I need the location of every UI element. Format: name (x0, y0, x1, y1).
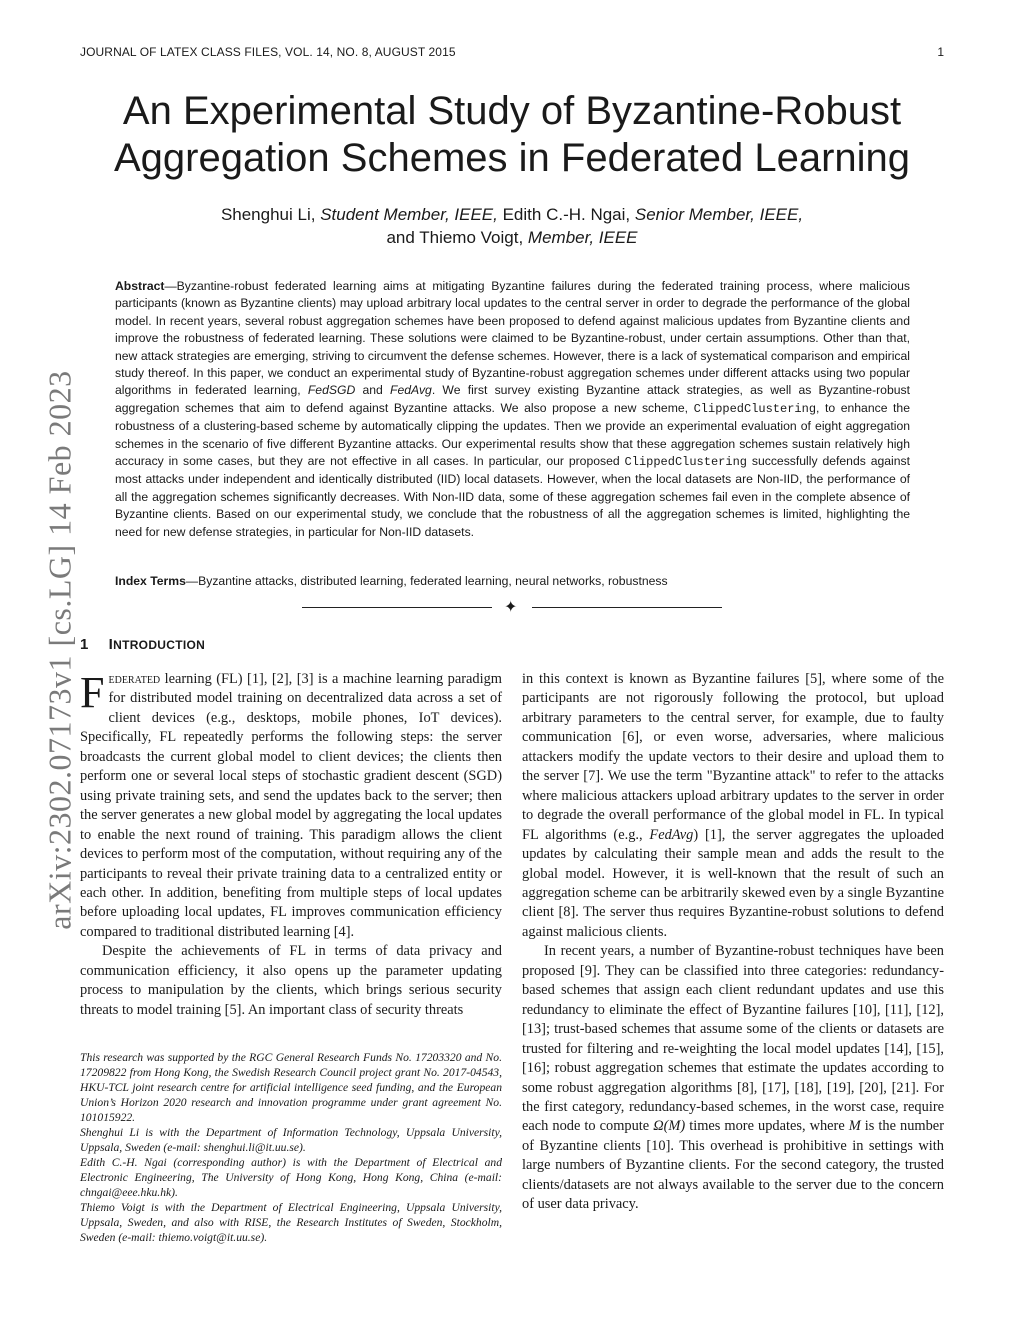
footnotes (80, 1050, 502, 1245)
section-first-letter: I (108, 636, 114, 653)
footnote-author-3: Thiemo Voigt is with the Department of Electrical Engineering, Uppsala University, Uppsala, Sweden, and also with RISE, the Research Institutes of Sweden, Stockholm, Sweden (e-mail: thiemo.voigt@it.uu.se). (80, 1201, 502, 1244)
arxiv-stamp[interactable]: arXiv:2302.07173v1 [cs.LG] 14 Feb 2023 (41, 370, 78, 930)
right-paragraph-1 (522, 670, 944, 942)
abstract-and: and (355, 383, 391, 398)
separator-line-right (532, 607, 722, 608)
abstract-text-1: —Byzantine-robust federated learning aims at mitigating Byzantine failures during the federated training process, where malicious participants (known as Byzantine clients) may upload arbitrary local updates to the central server in order to degrade the performance of the global model. In recent years, several robust aggregation schemes have been proposed to defend against malicious updates from Byzantine clients and improve the robustness of federated learning. These solutions were claimed to be Byzantine-robust, under certain assumptions. Other than that, new attack strategies are emerging, striving to circumvent the defense schemes. However, there is a lack of systematical comparison and empirical study thereof. In this paper, we conduct an experimental study of Byzantine-robust aggregation schemes under different attacks using two popular algorithms in federated learning, (115, 279, 910, 398)
index-terms-label: Index Terms (115, 574, 186, 588)
footnote-author-1: Shenghui Li is with the Department of Information Technology, Uppsala University, Uppsala, Sweden (e-mail: shenghui.li@it.uu.se). (80, 1126, 502, 1154)
title-line-2: Aggregation Schemes in Federated Learning (113, 136, 911, 180)
intro-paragraph-1 (80, 670, 502, 942)
intro-p1-text: learning (FL) [1], [2], [3] is a machine learning paradigm for distributed model training on decentralized data across a set of client devices (e.g., desktops, mobile phones, IoT devices). Specifically, FL repeatedly performs the following steps: the server broadcasts the current global model to client devices; the clients then perform one or several local steps of stochastic gradient descent (SGD) using private training sets, and send the updates back to the server; then the server generates a new global model by aggregating the local updates to enable the next round of training. This paradigm allows the client devices to perform most of the computation, without requiring any of the participants to reveal their private training data to a centralized entity or each other. In addition, benefiting from multiple steps of local updates before uploading local updates, FL improves communication efficiency compared to traditional distributed learning [4]. (80, 671, 502, 940)
right-p1-text-b: ) [1], the server aggregates the uploaded updates by calculating their sample mean and adds the result to the global model. However, it is well-known that the result of such an aggregation scheme can be arbitrarily skewed even by a single Byzantine client [8]. The server thus requires Byzantine-robust solutions to defend against malicious clients. (522, 826, 944, 940)
abstract-fedsgd: FedSGD (307, 383, 356, 398)
paper-title (80, 88, 944, 182)
author-2-role: Senior Member, IEEE, (634, 205, 804, 224)
diamond-icon: ✦ (504, 599, 518, 616)
right-paragraph-2 (522, 942, 944, 1214)
right-p2-text-b: times more updates, where (685, 1118, 849, 1135)
title-line-1: An Experimental Study of Byzantine-Robust (122, 89, 902, 133)
author-3-role: Member, IEEE (527, 228, 638, 247)
abstract-text-3: , to enhance the robustness of a clustering-based scheme by automatically clipping the updates. Then we provide an experimental evaluation of eight aggregation schemes in the scenario of five different Byzantine attacks. Our experimental results show that these aggregation schemes sustain relatively high accuracy in some cases, but they are not effective in all cases. In particular, our proposed (115, 400, 910, 469)
running-head: JOURNAL OF LATEX CLASS FILES, VOL. 14, NO. 8, AUGUST 2015 (80, 45, 456, 59)
abstract-text-2: . We first survey existing Byzantine attack strategies, as well as Byzantine-robust aggregation schemes that aim to defend against Byzantine attacks. We also propose a new scheme, (115, 383, 910, 415)
author-3-name: and Thiemo Voigt, (386, 228, 524, 247)
drop-cap: F (80, 668, 105, 717)
abstract (115, 278, 910, 541)
math-m: M (848, 1118, 861, 1135)
section-title-rest: NTRODUCTION (113, 638, 206, 652)
section-heading (80, 636, 205, 653)
footnote-funding: This research was supported by the RGC General Research Funds No. 17203320 and No. 17209822 from Hong Kong, the Swedish Research Council project grant No. 2017-04543, HKU-TCL joint research centre for artificial intelligence seed funding, and the European Union’s Horizon 2020 research and innovation programme under grant agreement No. 101015922. (80, 1051, 502, 1124)
left-column (80, 670, 502, 1020)
abstract-text-4: successfully defends against most attacks under independent and identically distributed (IID) local datasets. However, when the local datasets are Non-IID, the performance of all the aggregation schemes significantly decreases. With Non-IID data, some of these aggregation schemes fail even in the complete absence of Byzantine clients. Based on our experimental study, we conclude that the robustness of all the aggregation schemes is limited, highlighting the need for new defense strategies, in particular for Non-IID datasets. (115, 454, 911, 539)
abstract-code-1: ClippedClustering (693, 401, 817, 416)
smallcaps-word: ederated (108, 671, 161, 687)
right-p1-fedavg: FedAvg (649, 826, 694, 843)
math-omega-m: Ω(M) (653, 1118, 686, 1135)
abstract-code-2: ClippedClustering (624, 455, 747, 470)
right-p2-text-c: is the number of Byzantine clients [10]. This overhead is prohibitive in settings with large numbers of Byzantine clients. For the second category, the trusted clients/datasets are not always available to the server due to the concern of user data privacy. (522, 1118, 944, 1213)
right-column (522, 670, 944, 1215)
abstract-label: Abstract (115, 279, 165, 293)
intro-paragraph-2: Despite the achievements of FL in terms of data privacy and communication efficiency, it also opens up the parameter updating process to manipulation by the clients, which brings serious security threats to model training [5]. An important class of security threats (80, 943, 502, 1018)
author-list (80, 203, 944, 249)
author-1-name: Shenghui Li, (220, 205, 316, 224)
index-terms (115, 573, 910, 590)
author-2-name: Edith C.-H. Ngai, (502, 205, 631, 224)
section-separator (302, 598, 722, 618)
abstract-fedavg: FedAvg (390, 383, 432, 398)
author-1-role: Student Member, IEEE, (320, 205, 498, 224)
separator-line-left (302, 607, 492, 608)
page-number: 1 (937, 45, 944, 59)
index-terms-text: —Byzantine attacks, distributed learning, federated learning, neural networks, robustness (185, 574, 668, 588)
footnote-author-2: Edith C.-H. Ngai (corresponding author) is with the Department of Electrical and Electronic Engineering, The University of Hong Kong, Hong Kong, China (e-mail: chngai@eee.hku.hk). (80, 1156, 502, 1199)
section-number: 1 (80, 636, 89, 653)
right-p2-text-a: In recent years, a number of Byzantine-robust techniques have been proposed [9]. They can be classified into three categories: redundancy-based schemes that assign each client redundant updates and use this redundancy to eliminate the effect of Byzantine failures [10], [11], [12], [13]; trust-based schemes that assume some of the clients or datasets are trusted for filtering and re-weighting the local model updates [14], [15], [16]; robust aggregation schemes that estimate the updates according to some robust aggregation algorithms [8], [17], [18], [19], [20], [21]. For the first category, redundancy-based schemes, in the worst case, require each node to compute (522, 943, 944, 1135)
right-p1-text-a: in this context is known as Byzantine failures [5], where some of the participants are not rigorously following the protocol, but upload arbitrary parameters to the central server, for example, due to faulty communication [6], or even worse, adversaries, where malicious attackers modify the update vectors to their desire and upload them to the server [7]. We use the term "Byzantine attack" to refer to the attacks where malicious attackers upload arbitrary updates to the server in order to degrade the overall performance of the global model in FL. In typical FL algorithms (e.g., (522, 671, 944, 843)
